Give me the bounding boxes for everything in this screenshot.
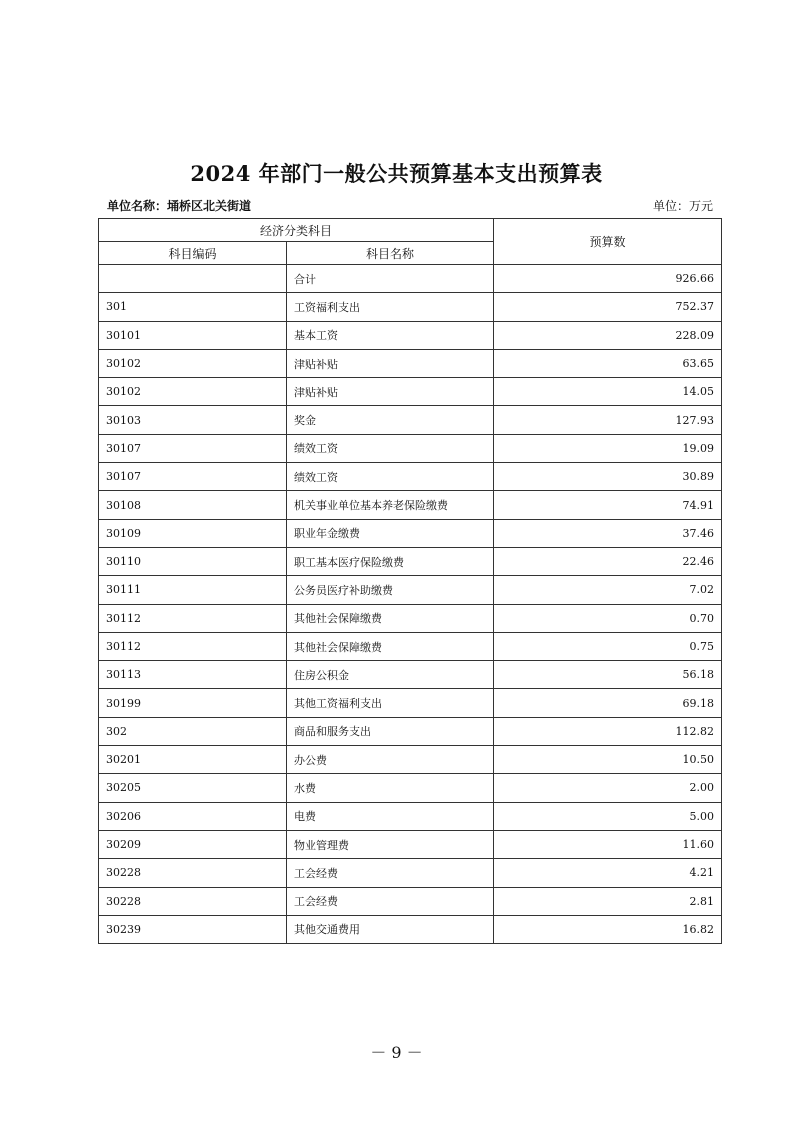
table-row <box>99 576 722 604</box>
table-row <box>99 547 722 575</box>
row-name: 职工基本医疗保险缴费 <box>287 547 494 575</box>
page-number: － 9 － <box>370 1043 423 1062</box>
row-code: 30111 <box>99 576 287 604</box>
table-row <box>99 802 722 830</box>
row-amount: 0.70 <box>494 604 722 632</box>
table-body <box>99 265 722 944</box>
row-amount: 2.00 <box>494 774 722 802</box>
row-code: 30107 <box>99 434 287 462</box>
row-name: 办公费 <box>287 746 494 774</box>
row-name: 水费 <box>287 774 494 802</box>
row-code: 30209 <box>99 830 287 858</box>
row-code: 30228 <box>99 887 287 915</box>
row-amount: 5.00 <box>494 802 722 830</box>
unit-label: 单位：万元 <box>652 199 713 213</box>
table-row <box>99 830 722 858</box>
row-code: 30107 <box>99 463 287 491</box>
page-title: 2024 年部门一般公共预算基本支出预算表 <box>190 161 603 186</box>
table-row <box>99 519 722 547</box>
row-amount: 11.60 <box>494 830 722 858</box>
row-amount: 22.46 <box>494 547 722 575</box>
row-name: 电费 <box>287 802 494 830</box>
row-amount: 0.75 <box>494 632 722 660</box>
row-amount: 10.50 <box>494 746 722 774</box>
row-code: 30228 <box>99 859 287 887</box>
table-row <box>99 463 722 491</box>
row-name: 合计 <box>287 265 494 293</box>
row-amount: 7.02 <box>494 576 722 604</box>
row-amount: 4.21 <box>494 859 722 887</box>
row-name: 其他交通费用 <box>287 915 494 943</box>
header-name: 科目名称 <box>287 242 494 265</box>
row-amount: 56.18 <box>494 661 722 689</box>
row-code: 30201 <box>99 746 287 774</box>
row-name: 基本工资 <box>287 321 494 349</box>
row-amount: 112.82 <box>494 717 722 745</box>
row-amount: 30.89 <box>494 463 722 491</box>
row-name: 其他社会保障缴费 <box>287 632 494 660</box>
row-amount: 63.65 <box>494 349 722 377</box>
row-name: 公务员医疗补助缴费 <box>287 576 494 604</box>
unit-name: 单位名称：埇桥区北关街道 <box>107 199 252 213</box>
row-name: 绩效工资 <box>287 463 494 491</box>
row-name: 工会经费 <box>287 859 494 887</box>
budget-table <box>98 218 722 944</box>
row-amount: 16.82 <box>494 915 722 943</box>
table-row <box>99 859 722 887</box>
row-name: 工会经费 <box>287 887 494 915</box>
table-row <box>99 604 722 632</box>
row-name: 奖金 <box>287 406 494 434</box>
row-amount: 127.93 <box>494 406 722 434</box>
row-code <box>99 265 287 293</box>
row-code: 30112 <box>99 604 287 632</box>
row-amount: 2.81 <box>494 887 722 915</box>
row-code: 30199 <box>99 689 287 717</box>
table-row <box>99 887 722 915</box>
row-amount: 752.37 <box>494 293 722 321</box>
row-amount: 37.46 <box>494 519 722 547</box>
row-code: 302 <box>99 717 287 745</box>
table-row <box>99 632 722 660</box>
row-amount: 926.66 <box>494 265 722 293</box>
row-code: 30102 <box>99 349 287 377</box>
table-row <box>99 915 722 943</box>
row-name: 津贴补贴 <box>287 349 494 377</box>
row-code: 30109 <box>99 519 287 547</box>
row-code: 30206 <box>99 802 287 830</box>
table-row <box>99 293 722 321</box>
row-code: 30205 <box>99 774 287 802</box>
row-code: 30101 <box>99 321 287 349</box>
row-name: 住房公积金 <box>287 661 494 689</box>
table-row <box>99 746 722 774</box>
row-code: 30239 <box>99 915 287 943</box>
table-row <box>99 774 722 802</box>
row-name: 绩效工资 <box>287 434 494 462</box>
header-amount: 预算数 <box>494 219 722 265</box>
row-code: 30110 <box>99 547 287 575</box>
table-row <box>99 717 722 745</box>
row-amount: 14.05 <box>494 378 722 406</box>
row-amount: 69.18 <box>494 689 722 717</box>
header-code: 科目编码 <box>99 242 287 265</box>
row-amount: 228.09 <box>494 321 722 349</box>
row-code: 301 <box>99 293 287 321</box>
row-code: 30108 <box>99 491 287 519</box>
table-row <box>99 321 722 349</box>
row-name: 机关事业单位基本养老保险缴费 <box>287 491 494 519</box>
row-code: 30112 <box>99 632 287 660</box>
row-code: 30113 <box>99 661 287 689</box>
row-name: 其他工资福利支出 <box>287 689 494 717</box>
row-amount: 19.09 <box>494 434 722 462</box>
table-row <box>99 491 722 519</box>
table-row <box>99 434 722 462</box>
row-name: 物业管理费 <box>287 830 494 858</box>
header-economic-category: 经济分类科目 <box>99 219 494 242</box>
table-row <box>99 406 722 434</box>
table-row <box>99 349 722 377</box>
row-name: 工资福利支出 <box>287 293 494 321</box>
header-row-group <box>99 219 722 242</box>
row-amount: 74.91 <box>494 491 722 519</box>
table-row <box>99 689 722 717</box>
table-row <box>99 661 722 689</box>
row-name: 职业年金缴费 <box>287 519 494 547</box>
row-name: 其他社会保障缴费 <box>287 604 494 632</box>
row-code: 30102 <box>99 378 287 406</box>
row-name: 津贴补贴 <box>287 378 494 406</box>
table-row <box>99 265 722 293</box>
table-row <box>99 378 722 406</box>
row-code: 30103 <box>99 406 287 434</box>
row-name: 商品和服务支出 <box>287 717 494 745</box>
